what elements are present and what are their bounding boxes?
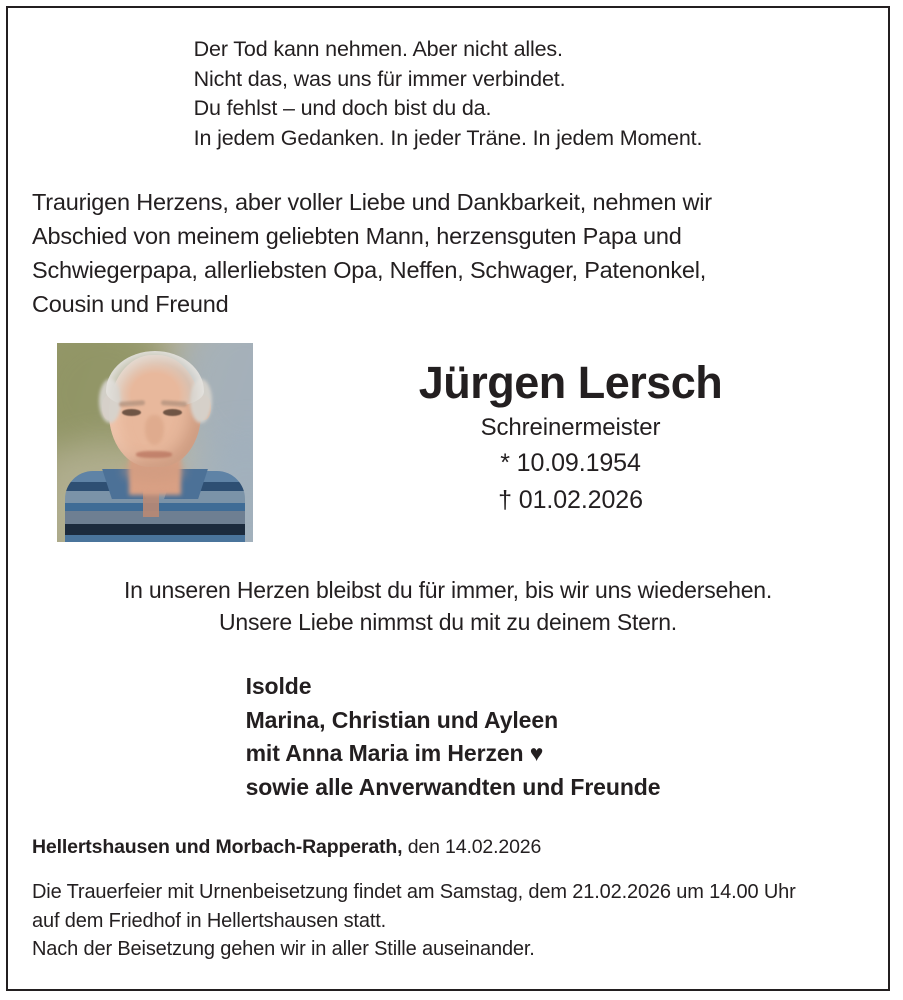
notice-date: den 14.02.2026 <box>402 836 542 858</box>
poem-line: Du fehlst – und doch bist du da. <box>193 96 492 120</box>
verse-line: In unseren Herzen bleibst du für immer, bis wir uns wiedersehen. <box>123 577 773 603</box>
intro-line: Abschied von meinem geliebten Mann, herzensguten Papa und <box>32 223 682 249</box>
poem-line: In jedem Gedanken. In jeder Träne. In jedem Moment. <box>193 125 703 150</box>
nose <box>145 415 164 445</box>
verse-block <box>8 548 888 638</box>
poem-lines <box>194 35 703 153</box>
verse-line: Unsere Liebe nimmst du mit zu deinem Stern. <box>219 609 677 635</box>
funeral-details <box>8 860 888 964</box>
person-row <box>8 343 888 548</box>
family-lines <box>246 670 661 804</box>
family-line: Marina, Christian und Ayleen <box>245 706 559 733</box>
funeral-line: Nach der Beisetzung gehen wir in aller Stille auseinander. <box>32 938 535 960</box>
death-date: † 01.02.2026 <box>498 486 643 514</box>
intro-paragraph <box>8 153 888 321</box>
funeral-line: Die Trauerfeier mit Urnenbeisetzung findet am Samstag, dem 21.02.2026 um 14.00 Uhr <box>32 881 796 903</box>
obituary-notice <box>6 6 890 991</box>
intro-line: Traurigen Herzens, aber voller Liebe und Dankbarkeit, nehmen wir <box>32 189 712 215</box>
intro-line: Schwiegerpapa, allerliebsten Opa, Neffen, Schwager, Patenonkel, <box>32 257 707 283</box>
family-line: mit Anna Maria im Herzen ♥ <box>245 740 544 766</box>
birth-date: * 10.09.1954 <box>500 449 641 477</box>
place-date-line <box>8 804 888 860</box>
deceased-name: Jürgen Lersch <box>418 357 723 408</box>
poem-block <box>8 8 888 153</box>
poem-line: Nicht das, was uns für immer verbindet. <box>193 66 566 91</box>
family-block <box>8 638 888 804</box>
place-names: Hellertshausen und Morbach-Rapperath, <box>32 836 403 858</box>
shirt-stripe <box>65 524 245 535</box>
funeral-line: auf dem Friedhof in Hellertshausen statt. <box>32 909 387 932</box>
intro-line: Cousin und Freund <box>32 291 229 317</box>
mouth <box>136 451 172 458</box>
family-line: Isolde <box>245 673 312 699</box>
shirt-stripe <box>65 535 245 542</box>
eye-right <box>163 409 182 416</box>
family-line: sowie alle Anverwandten und Freunde <box>245 773 661 800</box>
poem-line: Der Tod kann nehmen. Aber nicht alles. <box>193 37 563 61</box>
deceased-profession: Schreinermeister <box>480 414 661 441</box>
name-block <box>253 343 888 519</box>
chin-shadow <box>123 461 185 481</box>
portrait-photo <box>57 343 253 542</box>
eye-left <box>122 409 141 416</box>
